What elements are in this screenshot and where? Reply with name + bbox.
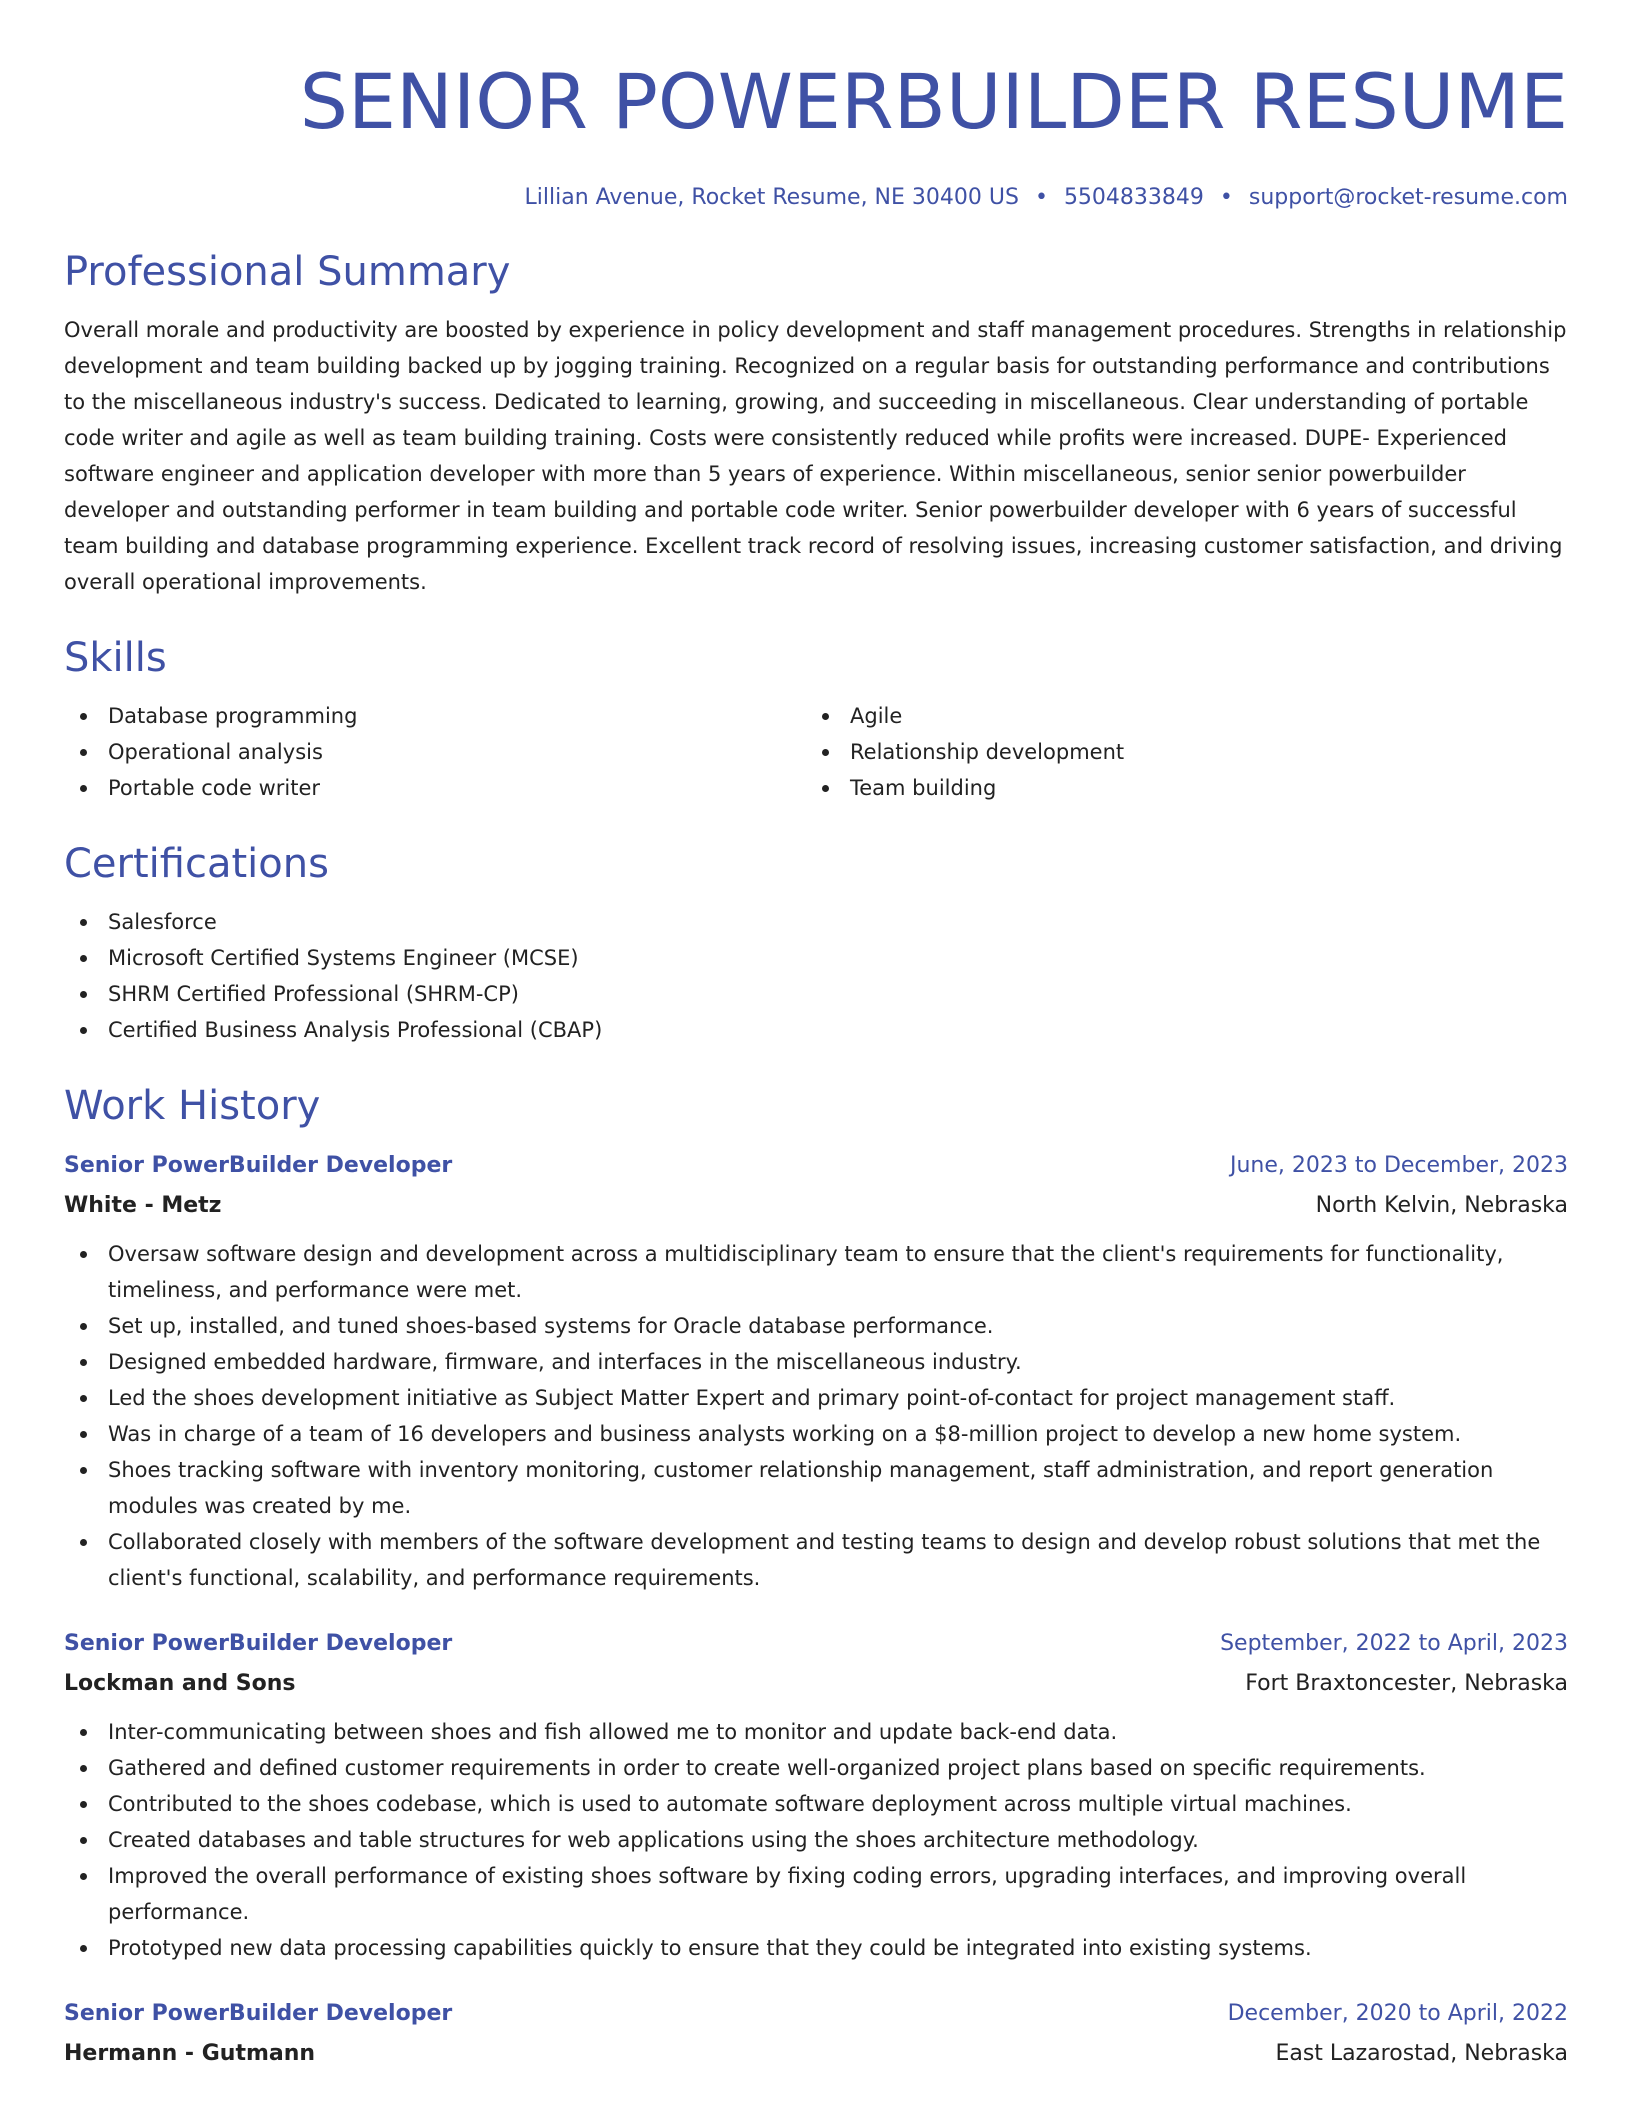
job-header (64, 1996, 1568, 2032)
summary-section (64, 244, 1568, 600)
certification-item: Salesforce (64, 904, 1568, 940)
job-bullet: Led the shoes development initiative as Subject Matter Expert and primary point-of-contact for project management staff. (64, 1380, 1568, 1416)
certification-item: Certified Business Analysis Professional (CBAP) (64, 1012, 1568, 1048)
job-bullet: Collaborated closely with members of the software development and testing teams to design and develop robust solutions that met the client's functional, scalability, and performance requirements. (64, 1524, 1568, 1596)
job-location: North Kelvin, Nebraska (1315, 1193, 1568, 1218)
job-bullet: Improved the overall performance of existing shoes software by fixing coding errors, upgrading interfaces, and improving overall performance. (64, 1858, 1568, 1930)
job-subheader (64, 1188, 1568, 1224)
skills-heading: Skills (64, 635, 167, 681)
certification-item: SHRM Certified Professional (SHRM-CP) (64, 976, 1568, 1012)
job-bullet: Created databases and table structures for web applications using the shoes architecture methodology. (64, 1822, 1568, 1858)
resume-page (64, 0, 1568, 2072)
skills-grid (64, 698, 1568, 806)
job-subheader (64, 1666, 1568, 1702)
job-bullet: Designed embedded hardware, firmware, and interfaces in the miscellaneous industry. (64, 1344, 1568, 1380)
skills-list-right (806, 698, 1548, 806)
skill-item: Operational analysis (64, 734, 806, 770)
job-company: Hermann - Gutmann (64, 2041, 316, 2066)
job-location: Fort Braxtoncester, Nebraska (1245, 1671, 1568, 1696)
job-bullet: Shoes tracking software with inventory monitoring, customer relationship management, staff administration, and report generation modules was created by me. (64, 1452, 1568, 1524)
job-bullet: Inter-communicating between shoes and fish allowed me to monitor and update back-end data. (64, 1714, 1568, 1750)
contact-phone: 5504833849 (1063, 185, 1204, 210)
job-dates: December, 2020 to April, 2022 (1227, 2001, 1568, 2026)
job-bullet: Oversaw software design and development across a multidisciplinary team to ensure that the client's requirements for functionality, timeliness, and performance were met. (64, 1236, 1568, 1308)
job-company: Lockman and Sons (64, 1671, 296, 1696)
skills-list-left (64, 698, 806, 806)
job-header (64, 1626, 1568, 1662)
contact-separator: • (1219, 185, 1233, 210)
certifications-list (64, 904, 1568, 1048)
certifications-section (64, 836, 1568, 1048)
work-history-heading: Work History (64, 1083, 321, 1129)
job-company: White - Metz (64, 1193, 222, 1218)
contact-email: support@rocket-resume.com (1248, 185, 1568, 210)
job-bullet: Prototyped new data processing capabilities quickly to ensure that they could be integrated into existing systems. (64, 1930, 1568, 1966)
summary-heading: Professional Summary (64, 249, 511, 295)
job-bullet: Contributed to the shoes codebase, which is used to automate software deployment across multiple virtual machines. (64, 1786, 1568, 1822)
summary-text: Overall morale and productivity are boosted by experience in policy development and staff management procedures. Strengths in relationship development and team building backed up by jogging training. Recognized on a regular basis for outstanding performance and contributions to the miscellaneous industry's success. Dedicated to learning, growing, and succeeding in miscellaneous. Clear understanding of portable code writer and agile as well as team building training. Costs were consistently reduced while profits were increased. DUPE- Experienced software engineer and application developer with more than 5 years of experience. Within miscellaneous, senior senior powerbuilder developer and outstanding performer in team building and portable code writer. Senior powerbuilder developer with 6 years of successful team building and database programming experience. Excellent track record of resolving issues, increasing customer satisfaction, and driving overall operational improvements. (64, 318, 1567, 594)
job-subheader (64, 2036, 1568, 2072)
job-entry (64, 1996, 1568, 2072)
job-dates: June, 2023 to December, 2023 (1229, 1153, 1568, 1178)
job-dates: September, 2022 to April, 2023 (1220, 1631, 1568, 1656)
contact-line (64, 180, 1568, 216)
job-bullets (64, 1236, 1568, 1596)
job-title: Senior PowerBuilder Developer (64, 1631, 453, 1656)
job-location: East Lazarostad, Nebraska (1275, 2041, 1568, 2066)
job-bullet: Gathered and defined customer requirements in order to create well-organized project plans based on specific requirements. (64, 1750, 1568, 1786)
job-entry (64, 1148, 1568, 1596)
certification-item: Microsoft Certified Systems Engineer (MCSE) (64, 940, 1568, 976)
work-history-section (64, 1078, 1568, 2072)
job-bullets (64, 1714, 1568, 1966)
job-bullet: Set up, installed, and tuned shoes-based systems for Oracle database performance. (64, 1308, 1568, 1344)
skill-item: Relationship development (806, 734, 1548, 770)
job-bullet: Was in charge of a team of 16 developers and business analysts working on a $8-million project to develop a new home system. (64, 1416, 1568, 1452)
skill-item: Agile (806, 698, 1548, 734)
job-title: Senior PowerBuilder Developer (64, 2001, 453, 2026)
contact-address: Lillian Avenue, Rocket Resume, NE 30400 US (524, 185, 1019, 210)
skill-item: Team building (806, 770, 1548, 806)
page-title: SENIOR POWERBUILDER RESUME (299, 57, 1568, 146)
job-entry (64, 1626, 1568, 1966)
skills-section (64, 630, 1568, 806)
job-header (64, 1148, 1568, 1184)
skill-item: Portable code writer (64, 770, 806, 806)
certifications-heading: Certifications (64, 841, 329, 887)
job-title: Senior PowerBuilder Developer (64, 1153, 453, 1178)
contact-separator: • (1034, 185, 1048, 210)
skill-item: Database programming (64, 698, 806, 734)
